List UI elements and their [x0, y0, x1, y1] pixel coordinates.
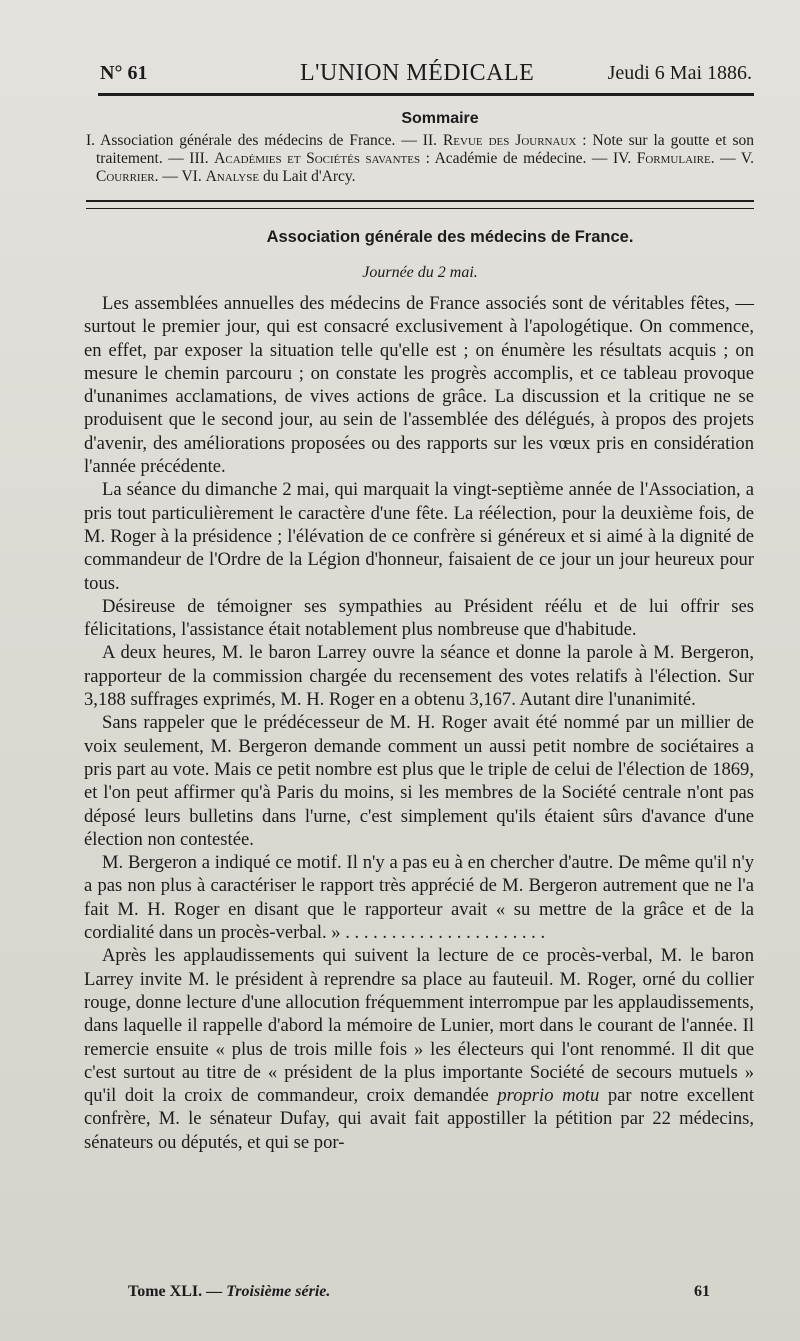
summary-item-4-label: Formulaire: [636, 150, 711, 167]
issue-date: Jeudi 6 Mai 1886.: [607, 62, 752, 84]
paragraph-3: Désireuse de témoigner ses sympathies au Président réélu et de lui offrir ses félicitations, l'assistance était notablement plus nombreuse que d'habitude.: [84, 595, 754, 641]
summary-item-6-label: Analyse: [205, 168, 260, 185]
summary-item-1: I. Association générale des médecins de France. — II.: [86, 132, 443, 149]
series-label: Troisième série.: [226, 1283, 331, 1300]
summary-item-4-text: . — V.: [710, 150, 754, 167]
journal-title: L'UNION MÉDICALE: [300, 60, 535, 86]
summary-item-2-label: Revue des Journaux: [442, 132, 577, 149]
page-header: [100, 62, 752, 92]
summary-item-3-label: Académies et Sociétés savantes: [214, 150, 421, 167]
summary-item-3-text: : Académie de médecine. — IV.: [420, 150, 637, 167]
tome-number: Tome XLI. —: [128, 1283, 227, 1300]
paragraph-4: A deux heures, M. le baron Larrey ouvre la séance et donne la parole à M. Bergeron, rapporteur de la commission chargée du recensement des votes relatifs à l'élection. Sur 3,188 suffrages exprimés, M. H. Roger en a obtenu 3,167. Autant dire l'unanimité.: [84, 642, 754, 711]
paragraph-7: [84, 944, 754, 1154]
page-number: 61: [694, 1283, 710, 1300]
article-body: [84, 292, 754, 1154]
paragraph-2: La séance du dimanche 2 mai, qui marquait la vingt-septième année de l'Association, a pris tout particulièrement le caractère d'une fête. La réélection, pour la deuxième fois, de M. Roger à la présidence ; l'élévation de ce confrère si généreux et si aimé à la dignité de commandeur de l'Ordre de la Légion d'honneur, faisaient de ce jour un jour heureux pour tous.: [84, 479, 754, 594]
issue-number: N° 61: [100, 62, 148, 84]
paragraph-6: M. Bergeron a indiqué ce motif. Il n'y a pas eu à en chercher d'autre. De même qu'il n'y a pas non plus à caractériser le rapport très apprécié de M. Bergeron autrement que ne l'a fait M. H. Roger en disant que le rapporteur avait « su mettre de la grâce et de la cordialité dans un procès-verbal. » . . . . . . . . . . . . . . . . . . . . . .: [84, 852, 754, 944]
summary-item-6-text: du Lait d'Arcy.: [259, 168, 356, 185]
summary-text: [86, 132, 754, 186]
summary-item-2-text: : Note sur la goutte et son traitement. — III.: [96, 132, 754, 167]
summary-item-5-label: Courrier: [96, 168, 155, 185]
header-rule: [98, 93, 754, 96]
paragraph-7-start: Après les applaudissements qui suivent la lecture de ce procès-verbal, M. le baron Larrey invite M. le président à reprendre sa place au fauteuil. M. Roger, orné du collier rouge, donne lecture d'une allocution fréquemment interrompue par les applaudissements, dans laquelle il rappelle d'abord la mémoire de Lunier, mort dans le courant de l'année. Il remercie ensuite « plus de trois mille fois » les électeurs qui l'ont renommé. Il dit que c'est surtout au titre de « président de la plus importante Société de secours mutuels » qu'il doit la croix de commandeur, croix demandée: [84, 945, 754, 1107]
tome-label: [128, 1283, 330, 1301]
summary-rule: [86, 200, 754, 209]
article-title: Association générale des médecins de France.: [266, 228, 634, 246]
paragraph-5: Sans rappeler que le prédécesseur de M. H. Roger avait été nommé par un millier de voix seulement, M. Bergeron demande comment un aussi petit nombre de sociétaires a pris part au vote. Mais ce petit nombre est plus que le triple de celui de l'élection de 1869, et l'on peut affirmer qu'à Paris du moins, si les membres de la Société centrale n'ont pas déposé leurs bulletins dans l'urne, c'est simplement qu'ils étaient sûrs d'avance d'une élection non contestée.: [84, 712, 754, 850]
paragraph-1: Les assemblées annuelles des médecins de France associés sont de véritables fêtes, — surtout le premier jour, qui est consacré exclusivement à l'apologétique. On commence, en effet, par exposer la situation telle qu'elle est ; on énumère les résultats acquis ; on mesure le chemin parcouru ; on constate les progrès accomplis, et ce tableau provoque d'unanimes acclamations, de vives actions de grâce. La discussion et la critique ne se produisent que le second jour, au sein de l'assemblée des délégués, à propos des projets d'avenir, des améliorations proposées ou des rapports sur les vœux pris en considération l'année précédente.: [84, 293, 754, 478]
summary-box: [86, 110, 754, 186]
summary-item-5-text: . — VI.: [154, 168, 206, 185]
summary-title: Sommaire: [401, 110, 479, 127]
paragraph-7-latin: proprio motu: [497, 1085, 600, 1107]
paragraph-7-end: par notre excellent confrère, M. le sénateur Dufay, qui avait fait appostiller la pétition par 22 médecins, sénateurs ou députés, et qui se por-: [84, 1085, 754, 1153]
article-subtitle: Journée du 2 mai.: [362, 264, 478, 281]
